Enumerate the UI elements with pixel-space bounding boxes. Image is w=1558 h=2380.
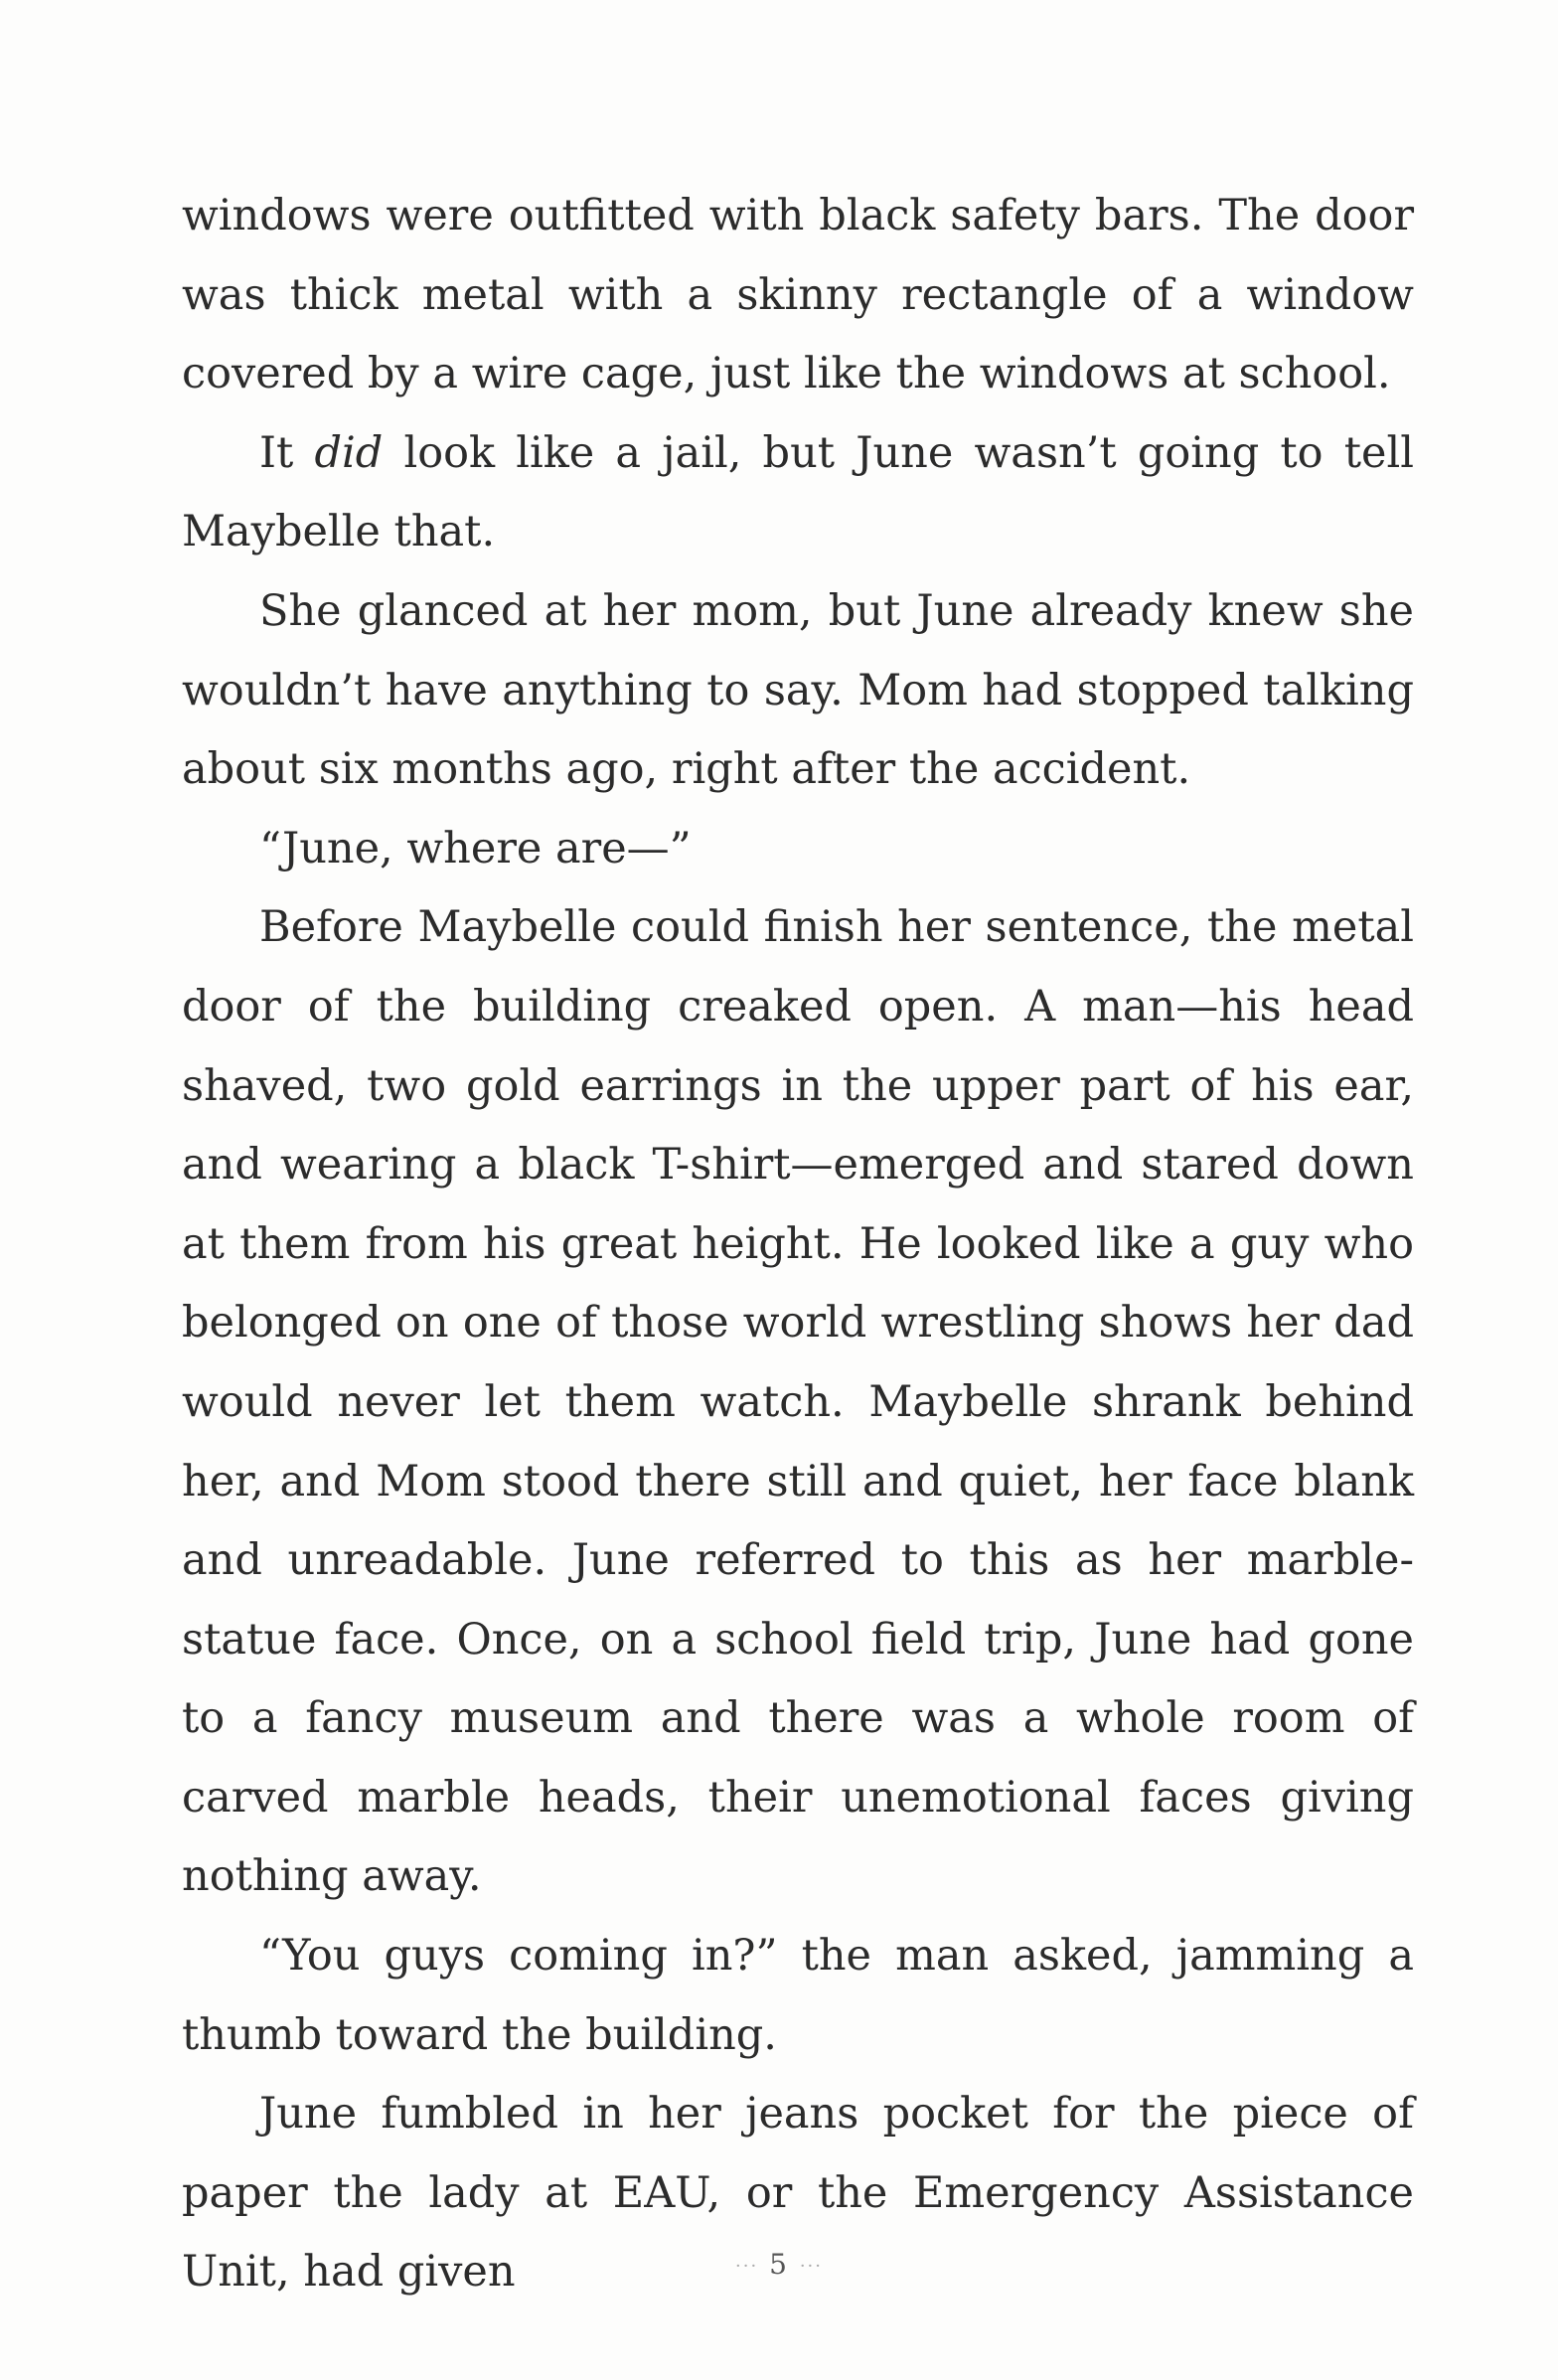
emphasis-did: did	[314, 427, 384, 478]
folio-ornament-right: ···	[799, 2256, 823, 2277]
paragraph-6: “You guys coming in?” the man asked, jamming a thumb toward the building.	[182, 1931, 1414, 2060]
body-text	[182, 177, 1414, 2312]
paragraph-4: “June, where are—”	[259, 823, 692, 873]
paragraph-1: windows were outfitted with black safety bars. The door was thick metal with a skinny rectangle of a window covered by a wire cage, just like the windows at school.	[182, 191, 1414, 399]
paragraph-7: June fumbled in her jeans pocket for the piece of paper the lady at EAU, or the Emergency Assistance Unit, had given	[182, 2089, 1414, 2298]
page-number	[0, 2248, 1558, 2281]
paragraph-3: She glanced at her mom, but June already knew she wouldn’t have anything to say. Mom had stopped talking about six months ago, right after the accident.	[182, 585, 1414, 795]
page-number-text: 5	[769, 2248, 789, 2281]
paragraph-2: It did look like a jail, but June wasn’t going to tell Maybelle that.	[182, 427, 1414, 557]
paragraph-5: Before Maybelle could finish her sentence, the metal door of the building creaked open. A man—his head shaved, two gold earrings in the upper part of his ear, and wearing a black T-shirt—emerged and stared down at them from his great height. He looked like a guy who belonged on one of those world wrestling shows her dad would never let them watch. Maybelle shrank behind her, and Mom stood there still and quiet, her face blank and unreadable. June referred to this as her marble-statue face. Once, on a school field trip, June had gone to a fancy museum and there was a whole room of carved marble heads, their unemotional faces giving nothing away.	[182, 902, 1414, 1902]
folio-ornament-left: ···	[735, 2256, 759, 2277]
